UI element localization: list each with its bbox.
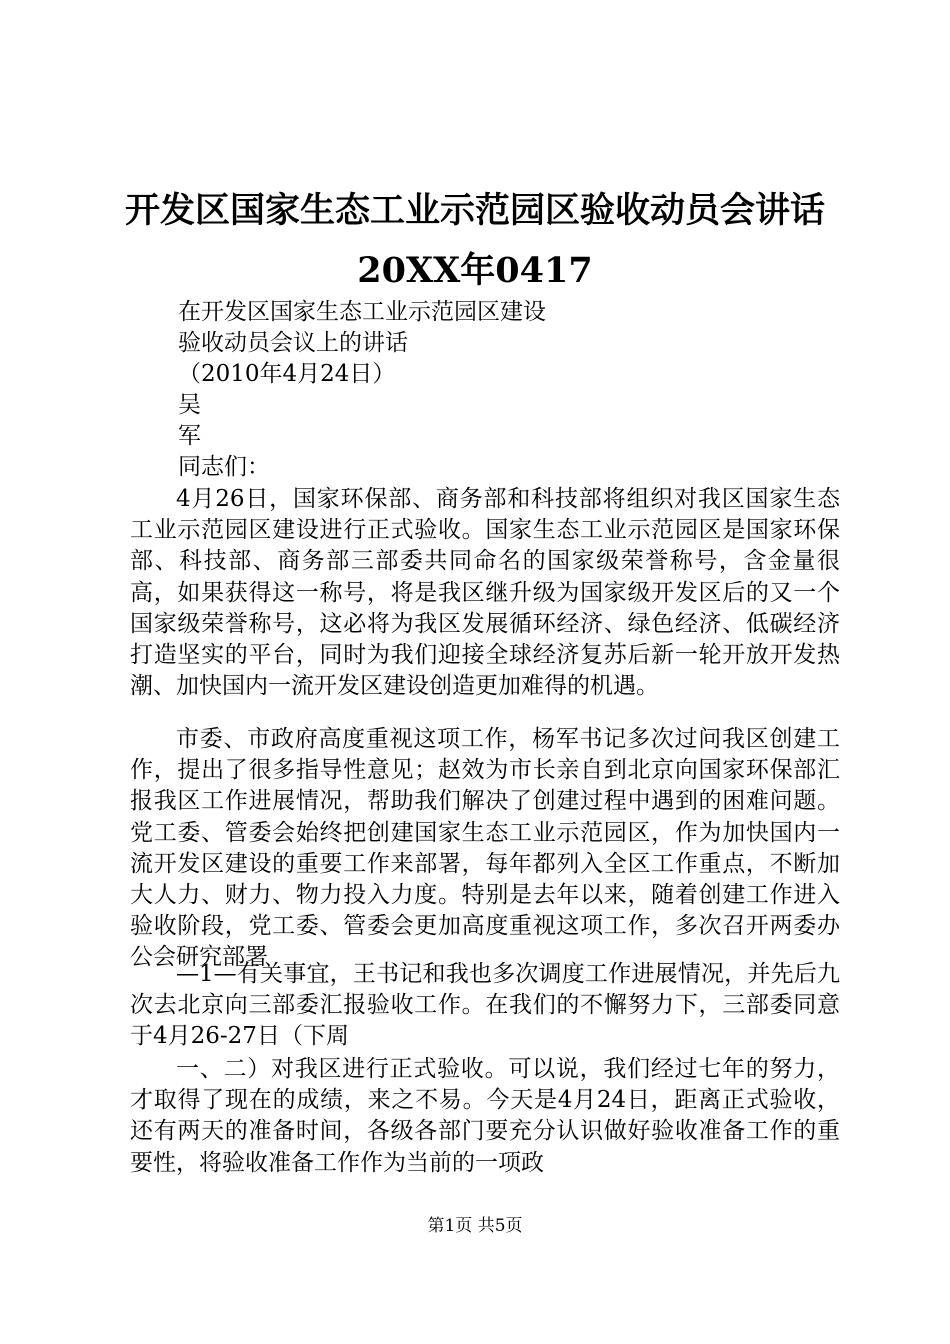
page-number-footer: 第1页 共5页 [427,1216,523,1236]
body-paragraph-3: —1—有关事宜，王书记和我也多次调度工作进展情况，并先后九次去北京向三部委汇报验收工作。在我们的不懈努力下，三部委同意于4月26-27日（下周 [130,961,840,1050]
document-title-line-2: 20XX年0417 [357,250,593,291]
speaker-name-char-2: 军 [178,423,201,449]
salutation: 同志们： [178,454,270,480]
speech-title-line-1: 在开发区国家生态工业示范园区建设 [178,299,546,325]
body-paragraph-1: 4月26日，国家环保部、商务部和科技部将组织对我区国家生态工业示范园区建设进行正式验收。国家生态工业示范园区是国家环保部、科技部、商务部三部委共同命名的国家级荣誉称号，含金量很高，如果获得这一称号，将是我区继升级为国家级开发区后的又一个国家级荣誉称号，这必将为我区发展循环经济、绿色经济、低碳经济打造坚实的平台，同时为我们迎接全球经济复苏后新一轮开放开发热潮、加快国内一流开发区建设创造更加难得的机遇。 [130,486,840,700]
body-paragraph-2: 市委、市政府高度重视这项工作，杨军书记多次过问我区创建工作，提出了很多指导性意见；赵效为市长亲自到北京向国家环保部汇报我区工作进展情况，帮助我们解决了创建过程中遇到的困难问题。党工委、管委会始终把创建国家生态工业示范园区，作为加快国内一流开发区建设的重要工作来部署，每年都列入全区工作重点，不断加大人力、财力、物力投入力度。特别是去年以来，随着创建工作进入验收阶段，党工委、管委会更加高度重视这项工作，多次召开两委办公会研究部署 [130,726,840,971]
speech-date: （2010年4月24日） [178,361,396,387]
body-paragraph-4: 一、二）对我区进行正式验收。可以说，我们经过七年的努力，才取得了现在的成绩，来之不易。今天是4月24日，距离正式验收，还有两天的准备时间，各级各部门要充分认识做好验收准备工作的重要性，将验收准备工作作为当前的一项政 [130,1056,840,1176]
document-title-line-1: 开发区国家生态工业示范园区验收动员会讲话 [124,190,825,231]
speaker-name-char-1: 吴 [178,392,201,418]
speech-title-line-2: 验收动员会议上的讲话 [178,330,408,356]
